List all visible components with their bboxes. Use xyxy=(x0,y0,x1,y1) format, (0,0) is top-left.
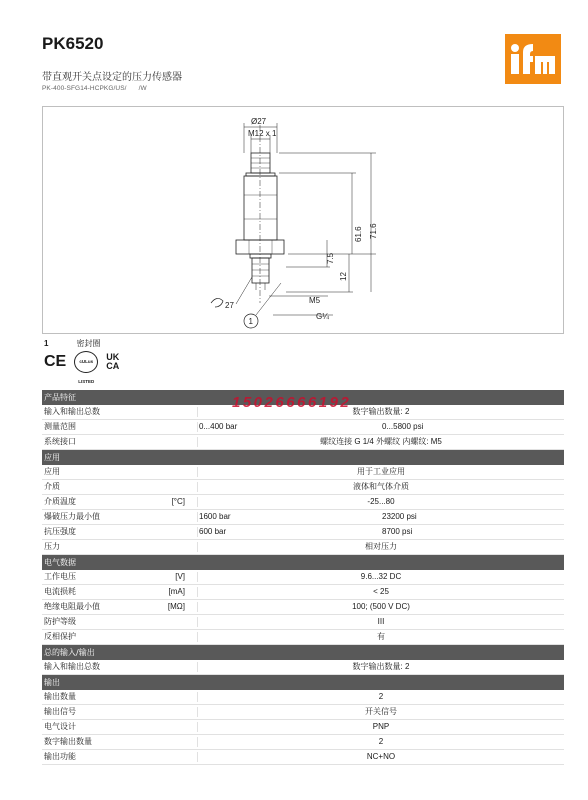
spec-label: 防护等级 xyxy=(44,617,76,626)
spec-value: 开关信号 xyxy=(365,707,397,716)
dim-thread-height: 12 xyxy=(339,272,348,281)
spec-value: 9.6...32 DC xyxy=(360,572,402,581)
spec-value: 数字输出数量: 2 xyxy=(352,662,410,671)
spec-row xyxy=(42,615,564,630)
spec-label: 工作电压 xyxy=(44,572,76,581)
spec-label: 介质 xyxy=(44,482,60,491)
section-header: 产品特征 xyxy=(42,390,564,405)
ukca-mark: UK CA xyxy=(106,352,120,371)
section-header: 电气数据 xyxy=(42,555,564,570)
dim-total-height: 71.6 xyxy=(369,223,378,239)
spec-value: 相对压力 xyxy=(365,542,397,551)
spec-label: 应用 xyxy=(44,467,60,476)
spec-label: 输入和输出总数 xyxy=(44,407,100,416)
spec-label: 绝缘电阻最小值 xyxy=(44,602,100,611)
note-number: 1 xyxy=(44,339,49,348)
spec-row xyxy=(42,600,564,615)
ul-mark: cULus LISTED xyxy=(74,351,98,373)
spec-label: 压力 xyxy=(44,542,60,551)
spec-value-imperial: 23200 psi xyxy=(382,512,417,521)
ce-mark: CE xyxy=(44,353,67,370)
spec-value: PNP xyxy=(372,722,390,731)
product-title: PK6520 xyxy=(42,34,104,53)
section-header: 应用 xyxy=(42,450,564,465)
spec-row xyxy=(42,750,564,765)
spec-label: 数字输出数量 xyxy=(44,737,92,746)
spec-row xyxy=(42,435,564,450)
ifm-logo xyxy=(505,34,561,84)
product-subtitle: 带直观开关点设定的压力传感器 xyxy=(42,72,182,83)
spec-row xyxy=(42,420,564,435)
spec-value: < 25 xyxy=(373,587,389,596)
spec-label: 电气设计 xyxy=(44,722,76,731)
dim-wrench-label: 27 xyxy=(225,301,234,310)
spec-row xyxy=(42,630,564,645)
spec-row xyxy=(42,705,564,720)
certification-marks xyxy=(44,351,128,384)
dim-g14-label: G¼ xyxy=(316,312,329,321)
section-header: 总的输入/输出 xyxy=(42,645,564,660)
spec-label: 反相保护 xyxy=(44,632,76,641)
section-header: 输出 xyxy=(42,675,564,690)
spec-label: 介质温度 xyxy=(44,497,76,506)
spec-value: III xyxy=(377,617,385,626)
dim-body-height: 61.6 xyxy=(354,226,363,242)
spec-value-imperial: 0...5800 psi xyxy=(382,422,424,431)
spec-label: 输出信号 xyxy=(44,707,76,716)
spec-row xyxy=(42,660,564,675)
spec-value: -25...80 xyxy=(367,497,395,506)
spec-value: 有 xyxy=(377,632,385,641)
spec-label: 输入和输出总数 xyxy=(44,662,100,671)
phone-stamp: 15026666192 xyxy=(232,394,352,411)
spec-label: 电流损耗 xyxy=(44,587,76,596)
drawing-note xyxy=(44,338,100,349)
spec-value: 数字输出数量: 2 xyxy=(352,407,410,416)
product-code xyxy=(42,85,147,92)
spec-label: 测量范围 xyxy=(44,422,76,431)
spec-value: NC+NO xyxy=(366,752,396,761)
spec-value-metric: 600 bar xyxy=(199,527,227,536)
spec-row xyxy=(42,540,564,555)
spec-row xyxy=(42,525,564,540)
spec-unit: [MΩ] xyxy=(167,602,185,611)
spec-label: 爆破压力最小值 xyxy=(44,512,100,521)
dim-thread-label: M12 x 1 xyxy=(248,129,277,138)
spec-row xyxy=(42,720,564,735)
spec-value: 螺纹连接 G 1/4 外螺纹 内螺纹: M5 xyxy=(320,437,442,446)
spec-label: 抗压强度 xyxy=(44,527,76,536)
spec-row xyxy=(42,570,564,585)
dimension-drawing xyxy=(42,106,564,334)
spec-row xyxy=(42,585,564,600)
cell-divider xyxy=(197,422,198,432)
callout-1: 1 xyxy=(248,317,253,326)
dim-m5-label: M5 xyxy=(309,296,321,305)
spec-row xyxy=(42,465,564,480)
spec-value: 100; (500 V DC) xyxy=(352,602,410,611)
spec-unit: [mA] xyxy=(168,587,185,596)
product-code-suffix: /W xyxy=(138,85,147,92)
spec-value: 2 xyxy=(378,737,384,746)
spec-value: 2 xyxy=(378,692,384,701)
spec-label: 系统接口 xyxy=(44,437,76,446)
spec-value: 液体和气体介质 xyxy=(353,482,409,491)
dim-hex-height: 7.5 xyxy=(326,252,335,264)
cell-divider xyxy=(197,512,198,522)
spec-row xyxy=(42,690,564,705)
spec-unit: [V] xyxy=(175,572,185,581)
spec-value-metric: 0...400 bar xyxy=(199,422,238,431)
spec-value-imperial: 8700 psi xyxy=(382,527,413,536)
dim-diameter-label: Ø27 xyxy=(251,117,267,126)
spec-value-metric: 1600 bar xyxy=(199,512,231,521)
note-text: 密封圈 xyxy=(76,339,101,348)
spec-value: 用于工业应用 xyxy=(357,467,405,476)
spec-row xyxy=(42,495,564,510)
cell-divider xyxy=(197,527,198,537)
product-code-main: PK-400-SFG14-HCPKG/US/ xyxy=(42,85,127,92)
spec-row xyxy=(42,735,564,750)
spec-label: 输出功能 xyxy=(44,752,76,761)
spec-row xyxy=(42,510,564,525)
spec-row xyxy=(42,480,564,495)
spec-unit: [°C] xyxy=(171,497,185,506)
spec-table xyxy=(42,390,564,765)
spec-label: 输出数量 xyxy=(44,692,76,701)
